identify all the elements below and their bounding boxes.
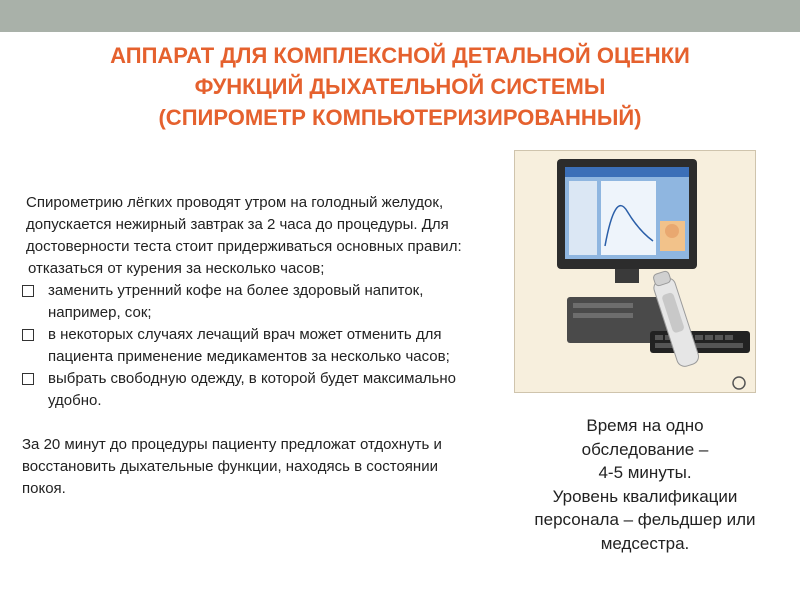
top-bar: [0, 0, 800, 32]
list-item: [22, 280, 477, 324]
checkbox-bullet-icon: [22, 329, 34, 341]
preparation-text: [22, 192, 477, 500]
info-line-2: обследование –: [581, 439, 709, 459]
info-line-6: медсестра.: [600, 533, 690, 553]
title-line-1: АППАРАТ ДЛЯ КОМПЛЕКСНОЙ ДЕТАЛЬНОЙ ОЦЕНКИ: [110, 43, 690, 68]
intro-paragraph: Спирометрию лёгких проводят утром на голодный желудок, допускается нежирный завтрак за 2 часа до процедуры. Для достоверности теста стоит придерживаться основных правил:: [26, 194, 462, 255]
rule-no-smoking: отказаться от курения за несколько часов;: [28, 260, 325, 277]
info-line-1: Время на одно: [586, 416, 704, 435]
checkbox-bullet-icon: [22, 373, 34, 385]
checkbox-bullet-icon: [22, 285, 34, 297]
outro-paragraph: За 20 минут до процедуры пациенту предложат отдохнуть и восстановить дыхательные функции, находясь в состоянии покоя.: [22, 436, 442, 497]
spirometer-computer-image: [514, 150, 756, 393]
list-item-text: заменить утренний кофе на более здоровый напиток, например, сок;: [48, 282, 424, 321]
info-line-4: Уровень квалификации: [552, 486, 738, 506]
page-title: [30, 40, 770, 133]
computer-spirometer-illustration: [515, 151, 756, 393]
procedure-info: [500, 414, 790, 555]
list-item-text: в некоторых случаях лечащий врач может отменить для пациента применение медикаментов за несколько часов;: [48, 326, 450, 365]
title-line-2: ФУНКЦИЙ ДЫХАТЕЛЬНОЙ СИСТЕМЫ: [194, 74, 606, 99]
list-item: [22, 324, 477, 368]
rules-list: [22, 280, 477, 412]
list-item: [22, 368, 477, 412]
info-line-3: 4-5 минуты.: [598, 463, 692, 482]
info-line-5: персонала – фельдшер или: [534, 510, 756, 529]
title-line-3: (СПИРОМЕТР КОМПЬЮТЕРИЗИРОВАННЫЙ): [158, 105, 642, 130]
list-item-text: выбрать свободную одежду, в которой будет максимально удобно.: [48, 370, 456, 409]
